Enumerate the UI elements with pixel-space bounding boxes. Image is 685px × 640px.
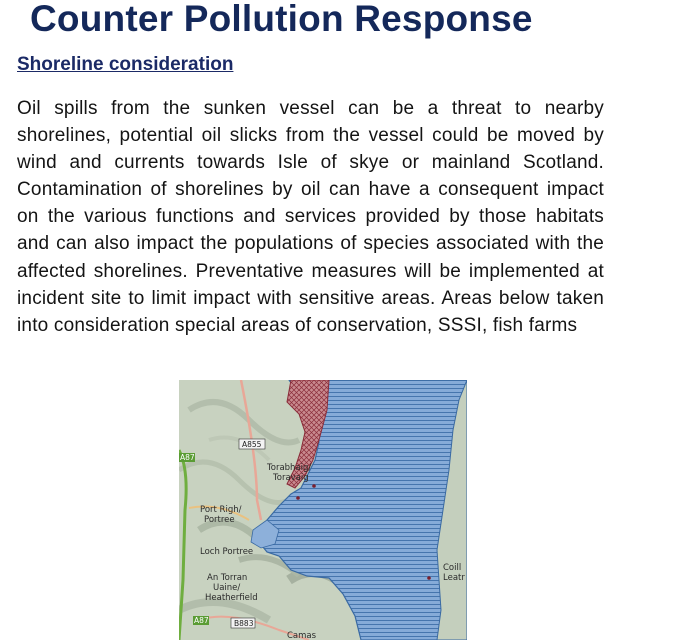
site-marker	[427, 576, 431, 580]
shoreline-map	[179, 380, 467, 640]
place-label-coill: Coill	[443, 563, 462, 573]
site-marker	[296, 496, 300, 500]
place-label-leatr: Leatr	[443, 573, 465, 583]
body-paragraph: Oil spills from the sunken vessel can be a threat to nearby shorelines, potential oil slicks from the vessel could be moved by wind and currents towards Isle of skye or mainland Scotland. Contamination of shorelines by oil can have a consequent impact on the various functions and services provided by those habitats and can also impact the populations of species associated with the affected shorelines. Preventative measures will be implemented at incident site to limit impact with sensitive areas. Areas below taken into consideration special areas of conservation, SSSI, fish farms	[17, 98, 604, 336]
place-label-an-torran: An Torran	[207, 573, 248, 583]
site-marker	[312, 484, 316, 488]
road-label-b883: B883	[234, 619, 254, 628]
place-label-camas: Camas	[287, 631, 317, 640]
place-label-uaine: Uaine/	[213, 583, 241, 593]
place-label-port-righ: Port Righ/	[200, 505, 242, 515]
road-label-a855: A855	[242, 440, 262, 449]
place-label-toravaig: Toravaig	[273, 473, 309, 483]
place-label-loch-portree: Loch Portree	[200, 547, 254, 557]
map-graphic	[179, 380, 467, 640]
section-heading: Shoreline consideration	[17, 54, 234, 75]
place-label-heatherfield: Heatherfield	[205, 593, 258, 603]
place-label-portree: Portree	[204, 515, 235, 525]
road-label-a87-top: A87	[180, 453, 195, 462]
page-title: Counter Pollution Response	[30, 0, 533, 39]
road-label-a87-bottom: A87	[194, 616, 209, 625]
place-label-torabhaig: Torabhaig/	[267, 463, 312, 473]
